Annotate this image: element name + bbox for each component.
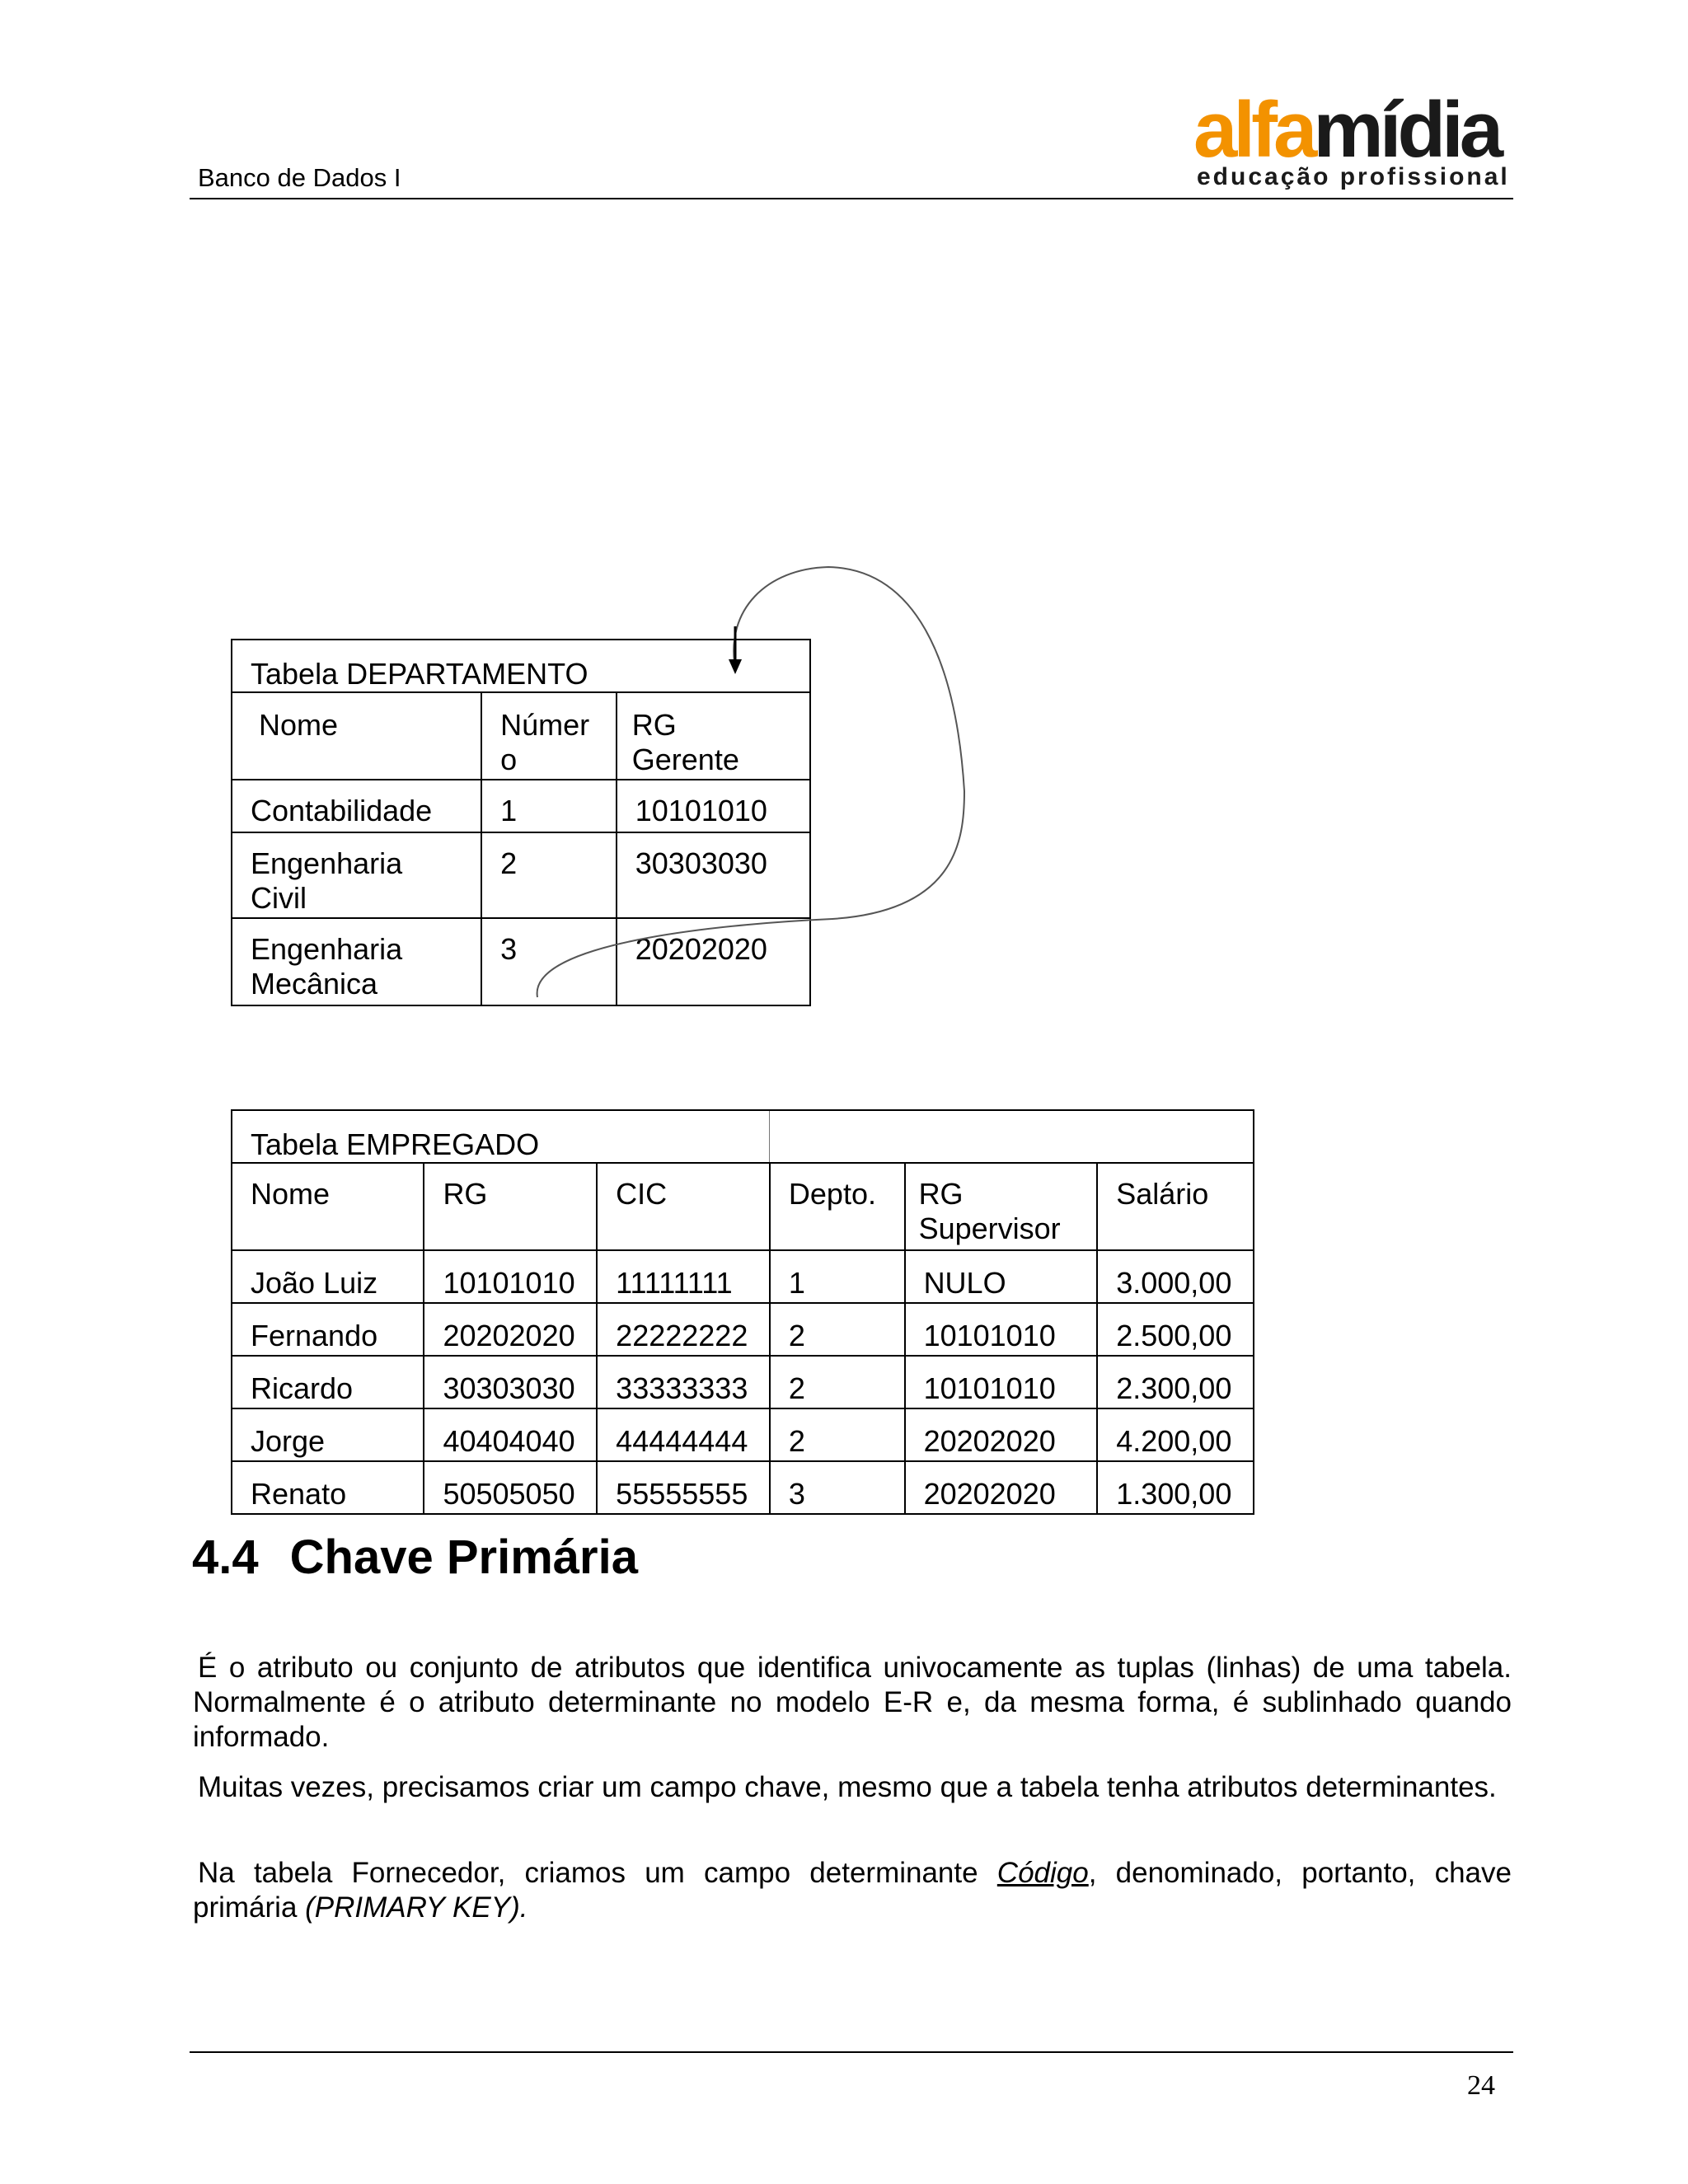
paragraph [193,1856,1512,1925]
table-cell: 4.200,00 [1097,1408,1254,1461]
table-cell: Renato [232,1461,424,1514]
table-cell: 2.500,00 [1097,1303,1254,1356]
logo-text-midia: mídia [1313,86,1500,174]
table-cell: 2.300,00 [1097,1356,1254,1408]
empregado-table [231,1109,1254,1515]
section-title: Chave Primária [289,1530,638,1584]
table-row [232,1461,1254,1514]
section-number: 4.4 [192,1530,259,1584]
paragraph-text: Na tabela Fornecedor, criamos um campo determinante [198,1857,997,1889]
footer-rule [190,2051,1513,2053]
column-header: RG Gerente [617,692,810,780]
table-cell: 11111111 [597,1250,770,1303]
table-cell: 10101010 [905,1303,1098,1356]
paragraph: Muitas vezes, precisamos criar um campo chave, mesmo que a tabela tenha atributos determinantes. [198,1771,1497,1803]
table-caption: Tabela DEPARTAMENTO [232,640,810,692]
table-row [232,1408,1254,1461]
table-cell: 20202020 [424,1303,597,1356]
page-number: 24 [1467,2070,1495,2101]
table-cell: 10101010 [905,1356,1098,1408]
table-cell: 20202020 [905,1461,1098,1514]
column-header: Depto. [770,1163,905,1250]
table-cell: 44444444 [597,1408,770,1461]
table-cell: 20202020 [905,1408,1098,1461]
table-cell: 20202020 [617,918,810,1005]
table-cell: 30303030 [424,1356,597,1408]
table-cell: 3 [770,1461,905,1514]
table-row [232,832,810,918]
codigo-term: Código [996,1857,1089,1889]
section-heading [192,1530,638,1585]
table-cell: 10101010 [424,1250,597,1303]
table-cell: Ricardo [232,1356,424,1408]
table-cell: 22222222 [597,1303,770,1356]
table-cell: 33333333 [597,1356,770,1408]
column-header: Salário [1097,1163,1254,1250]
paragraph: É o atributo ou conjunto de atributos que identifica univocamente as tuplas (linhas) de uma tabela. Normalmente é o atributo determinante no modelo E-R e, da mesma forma, é sublinhado quando informado. [193,1652,1512,1753]
table-cell: NULO [905,1250,1098,1303]
table-row [232,780,810,832]
column-header: RG [424,1163,597,1250]
table-cell: 3 [481,918,617,1005]
table-cell: 2 [770,1303,905,1356]
table-cell: Engenharia Civil [232,832,481,918]
table-cell: 50505050 [424,1461,597,1514]
column-header: Número [481,692,617,780]
table-row [232,918,810,1005]
table-row [232,1356,1254,1408]
table-cell: 40404040 [424,1408,597,1461]
table-cell: Contabilidade [232,780,481,832]
table-cell: Jorge [232,1408,424,1461]
table-cell: 3.000,00 [1097,1250,1254,1303]
table-row [232,1250,1254,1303]
table-cell: 1.300,00 [1097,1461,1254,1514]
column-header: Nome [232,1163,424,1250]
table-cell: 2 [770,1408,905,1461]
logo-text-alfa: alfa [1193,86,1314,174]
table-cell: 2 [481,832,617,918]
paragraph-text: , denominado, portanto, chave primária [193,1857,1512,1924]
alfamidia-logo [1193,86,1510,190]
table-cell: Engenharia Mecânica [232,918,481,1005]
table-caption: Tabela EMPREGADO [232,1110,770,1163]
table-cell: 10101010 [617,780,810,832]
logo-tagline: educação profissional [1197,163,1510,190]
table-cell: João Luiz [232,1250,424,1303]
table-row [232,1303,1254,1356]
table-cell: 1 [770,1250,905,1303]
header-rule [190,198,1513,199]
column-header: CIC [597,1163,770,1250]
table-cell: 55555555 [597,1461,770,1514]
table-cell: 1 [481,780,617,832]
table-cell: 30303030 [617,832,810,918]
document-header-title: Banco de Dados I [198,163,401,192]
column-header: RG Supervisor [905,1163,1098,1250]
table-caption-blank [770,1110,1254,1163]
table-cell: 2 [770,1356,905,1408]
departamento-table [231,639,811,1006]
table-cell: Fernando [232,1303,424,1356]
column-header: Nome [232,692,481,780]
primary-key-term: (PRIMARY KEY). [305,1891,528,1924]
